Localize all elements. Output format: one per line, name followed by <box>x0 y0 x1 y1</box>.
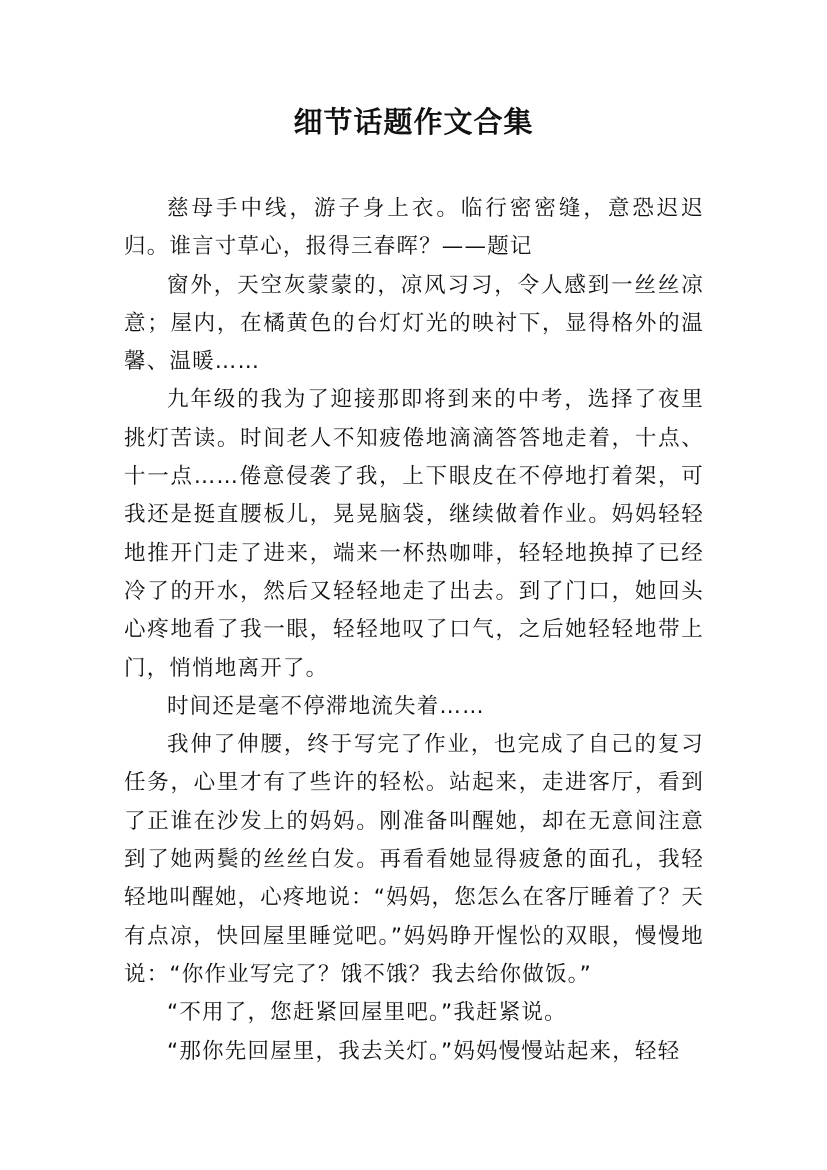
paragraph-reply: “不用了，您赶紧回屋里吧。”我赶紧说。 <box>167 1000 567 1026</box>
document-body <box>124 190 704 1071</box>
paragraph-living-room: 我伸了伸腰，终于写完了作业，也完成了自己的复习任务，心里才有了些许的轻松。站起来，走进客厅，看到了正谁在沙发上的妈妈。刚准备叫醒她，却在无意间注意到了她两鬓的丝丝白发。再看看她显得疲惫的面孔，我轻轻地叫醒她，心疼地说：“妈妈，您怎么在客厅睡着了？天有点凉，快回屋里睡觉吧。”妈妈睁开惺忪的双眼，慢慢地说：“你作业写完了？饿不饿？我去给你做饭。” <box>124 732 704 987</box>
paragraph-time-passing: 时间还是毫不停滞地流失着…… <box>167 693 485 719</box>
paragraph-study-night: 九年级的我为了迎接那即将到来的中考，选择了夜里挑灯苦读。时间老人不知疲倦地滴滴答答地走着，十点、十一点……倦意侵袭了我，上下眼皮在不停地打着架，可我还是挺直腰板儿，晃晃脑袋，继续做着作业。妈妈轻轻地推开门走了进来，端来一杯热咖啡，轻轻地换掉了已经冷了的开水，然后又轻轻地走了出去。到了门口，她回头心疼地看了我一眼，轻轻地叹了口气，之后她轻轻地带上门，悄悄地离开了。 <box>124 387 704 681</box>
paragraph-window: 窗外，天空灰蒙蒙的，凉风习习，令人感到一丝丝凉意；屋内，在橘黄色的台灯灯光的映衬下，显得格外的温馨、温暖…… <box>124 272 704 375</box>
paragraph-epigraph: 慈母手中线，游子身上衣。临行密密缝，意恐迟迟归。谁言寸草心，报得三春晖？——题记 <box>124 196 704 260</box>
paragraph-mother-reply: “那你先回屋里，我去关灯。”妈妈慢慢站起来，轻轻 <box>167 1038 681 1064</box>
document-title: 细节话题作文合集 <box>293 105 534 139</box>
